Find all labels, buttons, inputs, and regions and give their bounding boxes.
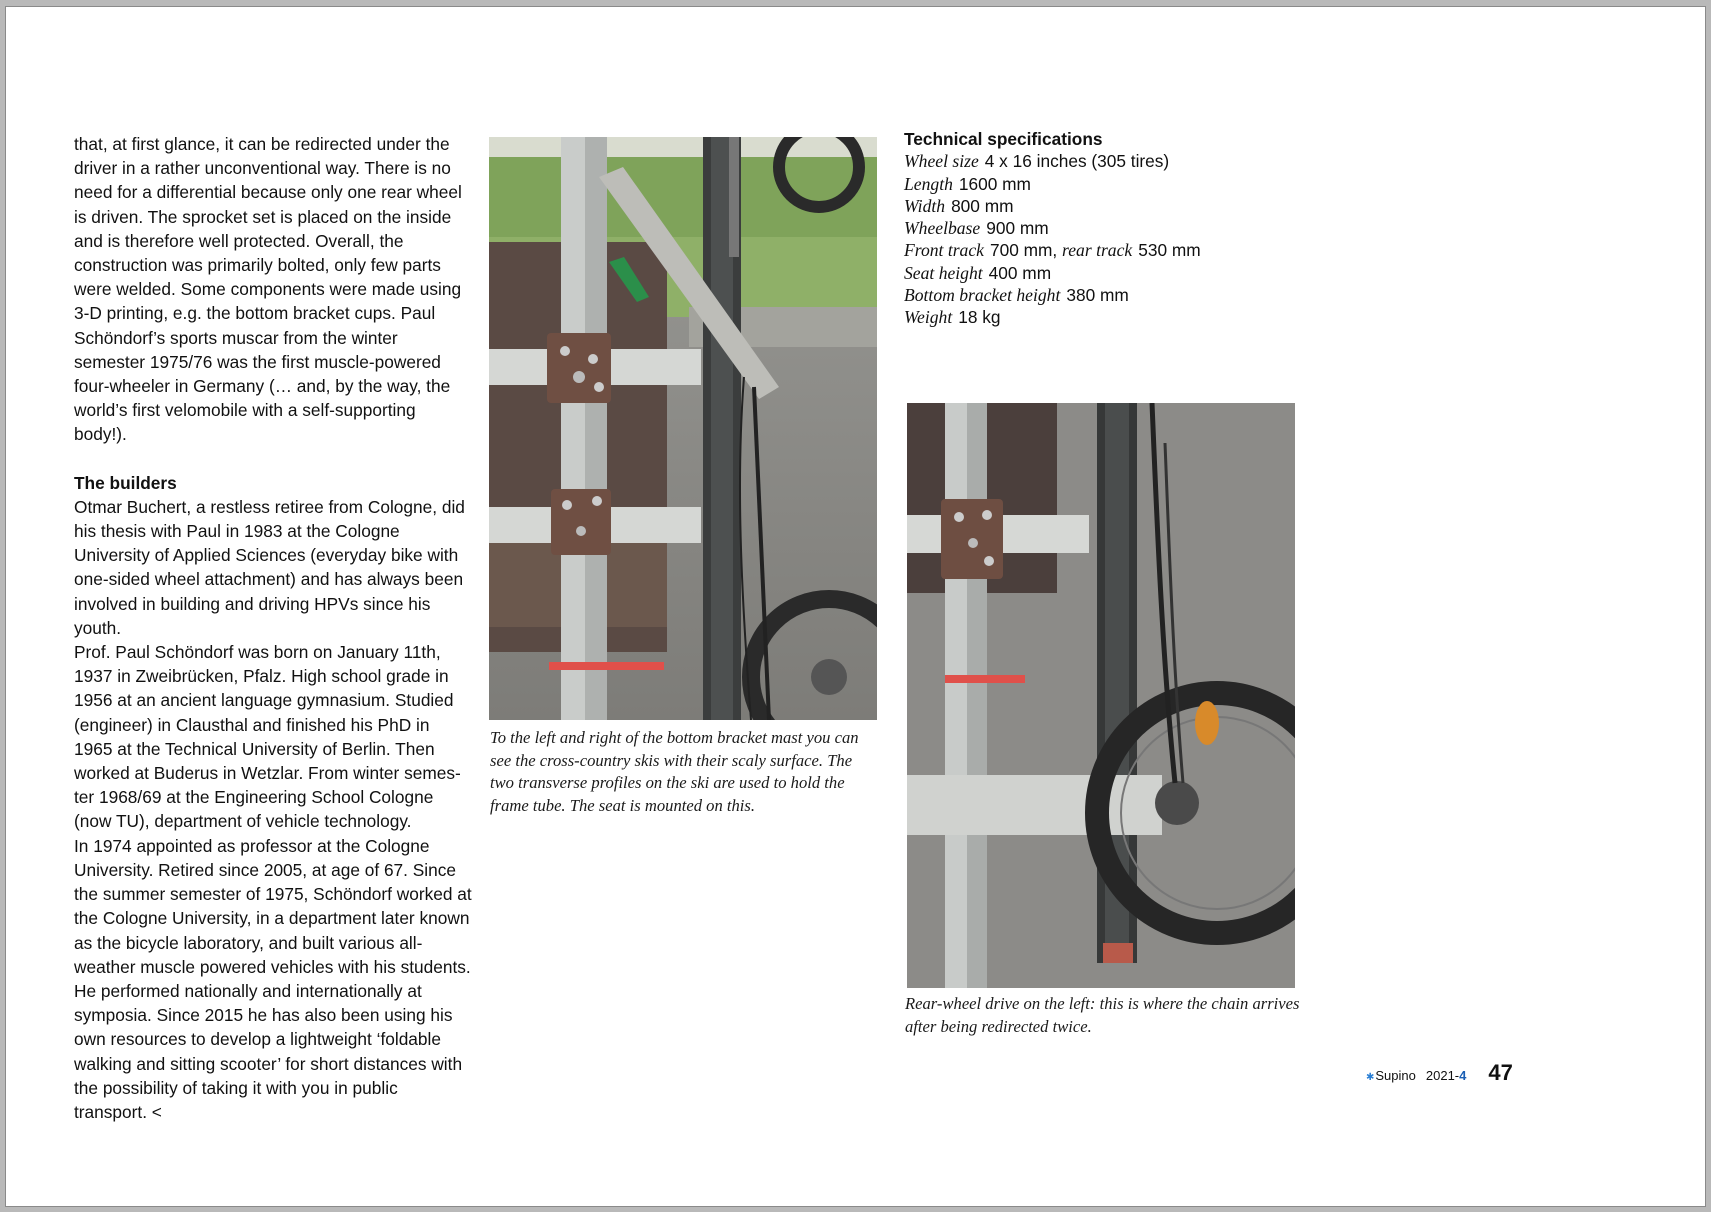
technical-specifications [904, 128, 1284, 329]
photo-caption-2: Rear-wheel drive on the left: this is where the chain arrives after being redirected twice. [905, 994, 1300, 1036]
magazine-page [6, 7, 1705, 1206]
spec-row: Length 1600 mm [904, 173, 1031, 194]
article-paragraph: that, at first glance, it can be redirected under the driver in a rather unconventional way. There is no need for a differential because only one rear wheel is driven. The sprocket set is placed on the inside and is therefore well protected. Overall, the construction was primarily bolted, only few parts were welded. Some components were made using 3-D printing, e.g. the bottom bracket cups. Paul Schöndorf’s sports muscar from the winter semester 1975/76 was the first muscle-powered four-wheeler in Germany (… and, by the way, the world’s first velomobile with a self-supporting body!). [74, 134, 462, 445]
article-paragraph: Otmar Buchert, a restless retiree from Cologne, did his thesis with Paul in 1983 at the Cologne University of Applied Sciences (everyday bike with one-sided wheel attachment) and has always been involved in building and driving HPVs since his youth. [74, 496, 465, 638]
specs-heading: Technical specifications [904, 129, 1103, 149]
page-footer [1366, 1060, 1513, 1088]
page-number: 47 [1488, 1060, 1513, 1085]
spec-row: Weight 18 kg [904, 307, 1001, 328]
spec-row: Bottom bracket height 380 mm [904, 285, 1129, 306]
section-heading-builders: The builders [74, 472, 177, 493]
article-paragraph: Prof. Paul Schöndorf was born on January 11th, 1937 in Zweibrücken, Pfalz. High school grade in 1956 at an ancient language gymnasium. Studied (engineer) in Clausthal and finished his PhD in 1965 at the Technical University of Berlin. Then worked at Buderus in Wetzlar. From winter semester 1968/69 at the Engineering School Cologne (now TU), department of vehicle technology. [74, 642, 461, 832]
article-paragraph: In 1974 appointed as professor at the Cologne University. Retired since 2005, at age of 67. Since the summer semester of 1975, Schöndorf worked at the Cologne University, in a department later known as the bicycle laboratory, and built various all-weather muscle powered vehicles with his students. He performed nationally and internationally at symposia. Since 2015 he has also been using his own resources to develop a lightweight ‘foldable walking and sitting scooter’ for short distances with the possibility of taking it with you in public transport. < [74, 835, 472, 1122]
spec-row: Seat height 400 mm [904, 262, 1052, 283]
snowflake-icon: ✱ [1366, 1072, 1375, 1083]
spec-row: Width 800 mm [904, 195, 1014, 216]
spec-row: Wheelbase 900 mm [904, 218, 1049, 239]
rear-wheel-drive-photo [907, 403, 1295, 988]
spec-row: Wheel size 4 x 16 inches (305 tires) [904, 151, 1170, 172]
bottom-bracket-photo [489, 137, 877, 720]
spec-row: Front track 700 mm, rear track 530 mm [904, 240, 1201, 261]
issue-number: 2021-4 [1425, 1068, 1467, 1083]
article-text-column [74, 132, 472, 1124]
magazine-logo: ✱ Supino [1366, 1068, 1416, 1083]
photo-caption-1: To the left and right of the bottom bracket mast you can see the cross-country skis with their scaly surface. The two transverse profiles on the ski are used to hold the frame tube. The seat is mounted on this. [490, 728, 859, 815]
